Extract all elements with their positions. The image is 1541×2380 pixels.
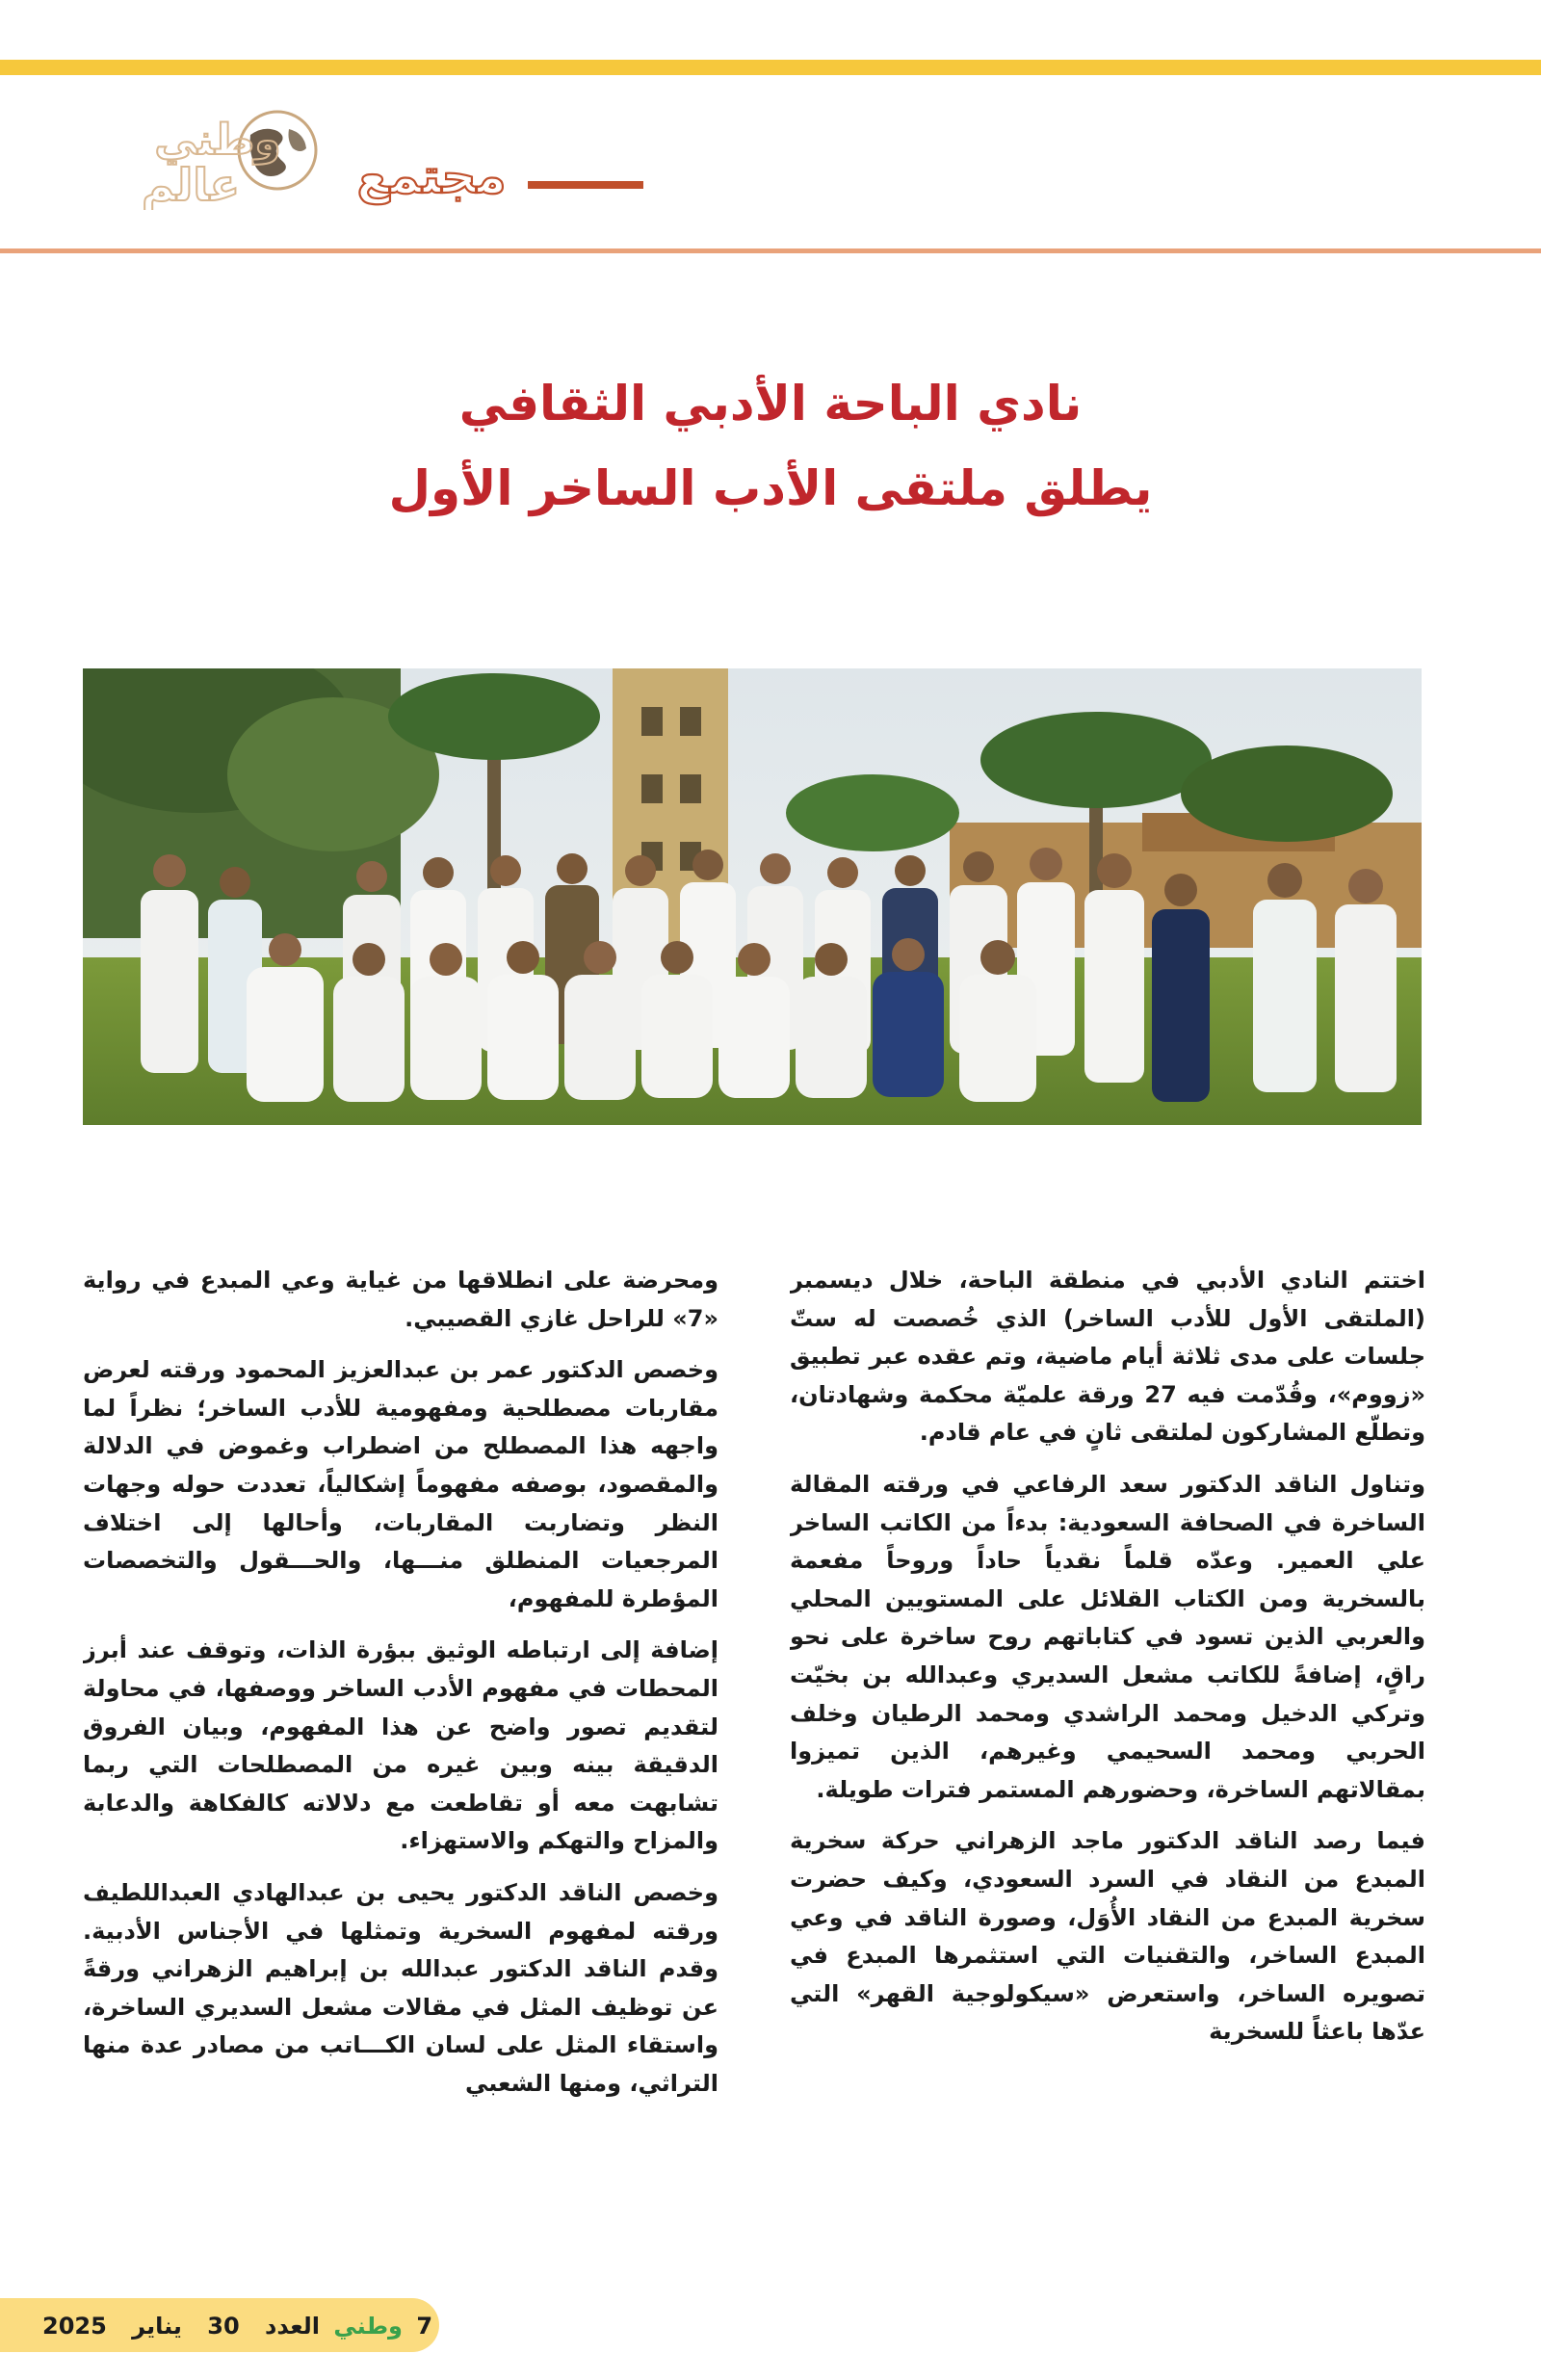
footer-info [42, 2308, 432, 2342]
header-divider [0, 248, 1541, 253]
footer-year: 2025 [42, 2313, 107, 2340]
headline-line-2: يطلق ملتقى الأدب الساخر الأول [388, 460, 1153, 516]
headline-line-1: نادي الباحة الأدبي الثقافي [458, 376, 1083, 432]
paragraph: وخصص الناقد الدكتور يحيى بن عبدالهادي العبداللطيف ورقته لمفهوم السخرية وتمثلها في الأجناس الأدبية. وقدم الناقد الدكتور عبدالله بن إبراهيم الزهراني ورقةً عن توظيف المثل في مقالات مشعل السديري الساخرة، واستقاء المثل على لسان الكـــاتب من مصادر عدة منها التراثي، ومنها الشعبي [83, 1878, 718, 2097]
article-column-right [790, 1262, 1425, 2244]
paragraph: إضافة إلى ارتباطه الوثيق ببؤرة الذات، وتوقف عند أبرز المحطات في مفهوم الأدب الساخر ووصفها، في محاولة لتقديم تصور واضح عن هذا المفهوم، وبيان الفروق الدقيقة بينه وبين غيره من المصطلحات التي ربما تشابهت معه أو تقاطعت مع دلالاته كالفكاهة والدعابة والمزاح والتهكم والاستهزاء. [83, 1636, 718, 1855]
footer-issue-number: 30 [207, 2313, 240, 2340]
paragraph: ومحرضة على انطلاقها من غياية وعي المبدع في رواية «7» للراحل غازي القصيبي. [83, 1267, 718, 1332]
paragraph: اختتم النادي الأدبي في منطقة الباحة، خلال ديسمبر (الملتقى الأول للأدب الساخر) الذي خُصصت له ستّ جلسات على مدى ثلاثة أيام ماضية، وتم عقده عبر تطبيق «زووم»، وقُدّمت فيه 27 ورقة علميّة محكمة وشهادتان، وتطلّع المشاركون لملتقى ثانٍ في عام قادم. [790, 1267, 1425, 1447]
article-headline [193, 361, 1348, 531]
section-title: مجتمع [356, 148, 507, 204]
photo-illustration [83, 668, 1422, 1125]
paragraph: فيما رصد الناقد الدكتور ماجد الزهراني حركة سخرية المبدع من النقاد في السرد السعودي، وكيف حضرت سخرية المبدع من النقاد الأُوَل، وصورة الناقد في وعي المبدع الساخر، والتقنيات التي استثمرها المبدع في تصويره الساخر، واستعرض «سيكولوجية القهر» التي عدّها باعثاً للسخرية [790, 1827, 1425, 2046]
article-column-left [83, 1262, 718, 2244]
logo-underline [528, 181, 643, 189]
magazine-logo [85, 104, 643, 210]
paragraph: وخصص الدكتور عمر بن عبدالعزيز المحمود ورقته لعرض مقاربات مصطلحية ومفهومية للأدب الساخر؛ نظراً لما واجهه هذا المصطلح من اضطراب وغموض في الدلالة والمقصود، بوصفه مفهوماً إشكالياً، تعددت حوله وجهات النظر وتضاربت المقاربات، وأحالها إلى اختلاف المرجعيات المنطلق منـــها، والحـــقول والتخصصات المؤطرة للمفهوم، [83, 1356, 718, 1612]
footer-issue-label: العدد [265, 2313, 321, 2340]
logo-word-1: وطني [154, 116, 281, 165]
top-color-band [0, 60, 1541, 75]
group-photo [83, 668, 1422, 1125]
logo-word-2: عالم [141, 159, 241, 210]
footer-brand: وطني [333, 2313, 403, 2340]
logo-graphic [85, 104, 643, 210]
footer-month: يناير [132, 2313, 182, 2340]
paragraph: وتناول الناقد الدكتور سعد الرفاعي في ورقته المقالة الساخرة في الصحافة السعودية: بدءاً من الكاتب الساخر علي العمير. وعدّه قلماً نقدياً حاداً وروحاً مفعمة بالسخرية ومن الكتاب القلائل على المستويين المحلي والعربي الذين تسود في كتاباتهم روح ساخرة على نحو راقٍ، إضافةً للكاتب مشعل السديري وعبدالله بن بخيّت وتركي الدخيل ومحمد الراشدي ومحمد الرطيان وخلف الحربي ومحمد السحيمي وغيرهم، الذين تميزوا بمقالاتهم الساخرة، وحضورهم المستمر فترات طويلة. [790, 1470, 1425, 1803]
page-number: 7 [416, 2313, 433, 2340]
